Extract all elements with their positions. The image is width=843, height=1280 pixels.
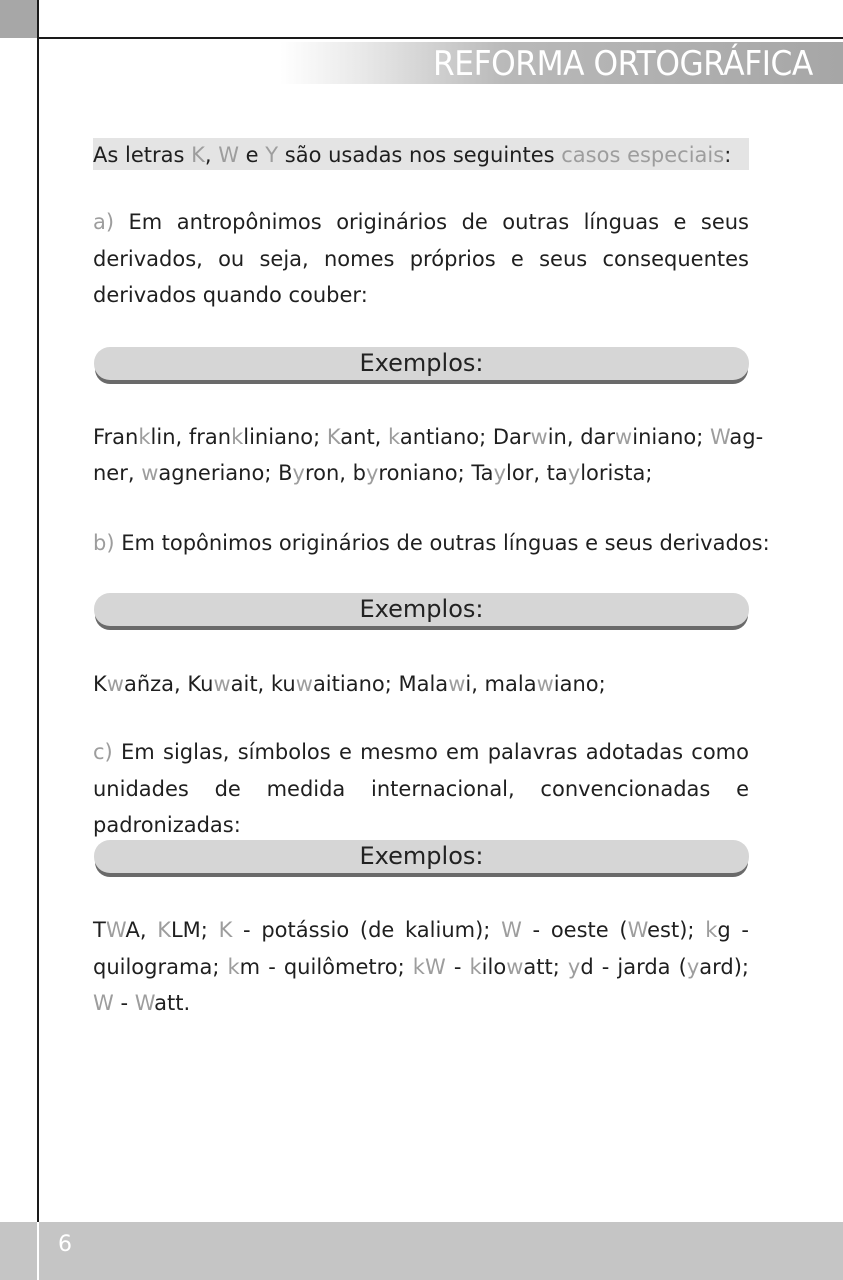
corner-block (0, 0, 38, 38)
examples-c-paragraph: TWA, KLM; K - potássio (de kalium); W - oeste (West); kg - quilograma; km - quilômetro; kW - kilowatt; yd - jarda (yard); W - Watt. (93, 918, 749, 1015)
page-number: 6 (58, 1232, 72, 1257)
examples-b-line: Kwañza, Kuwait, kuwaitiano; Malawi, malawiano; (93, 672, 606, 696)
examples-header-a: Exemplos: (94, 347, 749, 380)
section-a-paragraph: a) Em antropônimos originários de outras línguas e seus derivados, ou seja, nomes próprios e seus consequentes derivados quando couber: (93, 210, 749, 307)
section-b-marker: b) (93, 531, 115, 555)
section-c-marker: c) (93, 740, 113, 764)
margin-rule (37, 0, 39, 1222)
footer-bar (0, 1222, 843, 1280)
section-b-paragraph: b) Em topônimos originários de outras línguas e seus derivados: (93, 531, 770, 555)
page-title: REFORMA ORTOGRÁFICA (433, 44, 813, 84)
section-c-paragraph: c) Em siglas, símbolos e mesmo em palavras adotadas como unidades de medida internacional, convencionadas e padronizadas: (93, 740, 749, 837)
examples-a-line-1: Franklin, frankliniano; Kant, kantiano; Darwin, darwiniano; Wag- (93, 425, 764, 449)
footer-divider (37, 1222, 39, 1280)
section-a-marker: a) (93, 210, 115, 234)
examples-a-line-2: ner, wagneriano; Byron, byroniano; Taylor, taylorista; (93, 461, 653, 485)
intro-line: As letras K, W e Y são usadas nos seguintes casos especiais: (93, 138, 749, 170)
header-rule (38, 37, 843, 39)
examples-header-b: Exemplos: (94, 593, 749, 626)
examples-header-c: Exemplos: (94, 840, 749, 873)
header-banner (280, 42, 843, 84)
